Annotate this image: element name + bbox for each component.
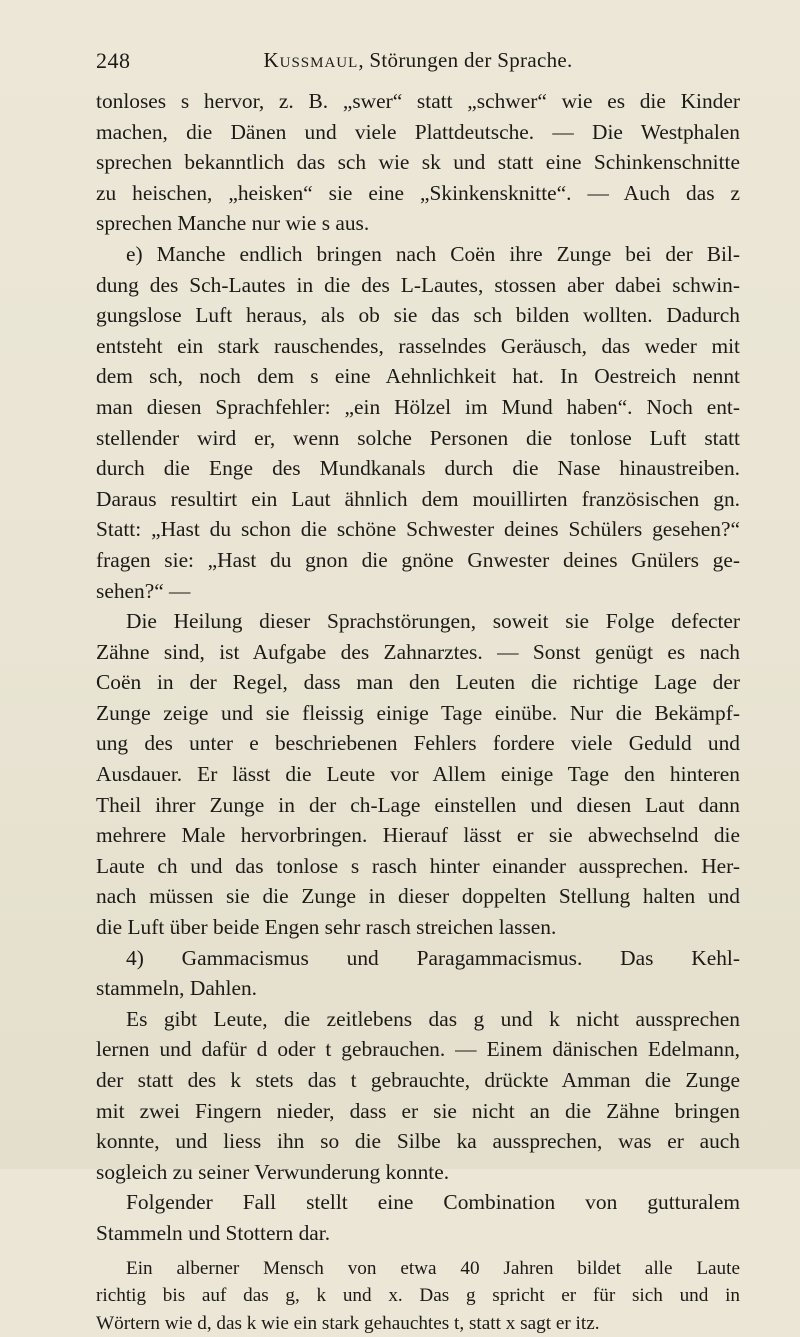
section-heading-line: stammeln, Dahlen.: [96, 976, 257, 1001]
text-line: zu heischen, „heisken“ sie eine „Skinkensknitte“. — Auch das z: [96, 180, 740, 205]
section-heading-line: 4) Gammacismus und Paragammacismus. Das Kehl-: [126, 945, 740, 970]
text-line: stellender wird er, wenn solche Personen die tonlose Luft statt: [96, 425, 740, 450]
text-line: ung des unter e beschriebenen Fehlers fordere viele Geduld und: [96, 731, 740, 756]
running-head-author: Kussmaul: [263, 48, 359, 72]
text-line: Folgender Fall stellt eine Combination von gutturalem: [126, 1190, 740, 1215]
text-line: nach müssen sie die Zunge in dieser doppelten Stellung halten und: [96, 884, 740, 909]
text-line: machen, die Dänen und viele Plattdeutsche. — Die Westphalen: [96, 119, 740, 144]
text-line: Ausdauer. Er lässt die Leute vor Allem einige Tage den hinteren: [96, 762, 740, 787]
text-line: mit zwei Fingern nieder, dass er sie nicht an die Zähne bringen: [96, 1098, 740, 1123]
text-line: sogleich zu seiner Verwunderung konnte.: [96, 1159, 450, 1184]
text-line: Zähne sind, ist Aufgabe des Zahnarztes. — Sonst genügt es nach: [96, 639, 740, 664]
text-line: die Luft über beide Engen sehr rasch streichen lassen.: [96, 915, 557, 940]
text-line: fragen sie: „Hast du gnon die gnöne Gnwester deines Gnülers ge-: [96, 547, 740, 572]
text-line: konnte, und liess ihn so die Silbe ka aussprechen, was er auch: [96, 1129, 740, 1154]
page-header: [96, 0, 740, 76]
text-line: Die Heilung dieser Sprachstörungen, soweit sie Folge defecter: [126, 609, 740, 634]
text-line: Daraus resultirt ein Laut ähnlich dem mouillirten französischen gn.: [96, 486, 740, 511]
text-line: entsteht ein stark rauschendes, rasselndes Geräusch, das weder mit: [96, 333, 740, 358]
small-text-line: richtig bis auf das g, k und x. Das g spricht er für sich und in: [96, 1285, 740, 1307]
text-line: dung des Sch-Lautes in die des L-Lautes, stossen aber dabei schwin-: [96, 272, 740, 297]
running-head-title: , Störungen der Sprache.: [358, 48, 573, 72]
text-line: Theil ihrer Zunge in der ch-Lage einstellen und diesen Laut dann: [96, 792, 740, 817]
text-line: Coën in der Regel, dass man den Leuten die richtige Lage der: [96, 670, 740, 695]
page-number: 248: [96, 48, 131, 73]
small-text-line: Ein alberner Mensch von etwa 40 Jahren bildet alle Laute: [126, 1257, 740, 1279]
text-line: dem sch, noch dem s eine Aehnlichkeit hat. In Oestreich nennt: [96, 364, 740, 389]
text-line: sprechen Manche nur wie s aus.: [96, 211, 370, 236]
text-line: Zunge zeige und sie fleissig einige Tage einübe. Nur die Bekämpf-: [96, 700, 740, 725]
text-line: e) Manche endlich bringen nach Coën ihre Zunge bei der Bil-: [126, 241, 740, 266]
text-line: Statt: „Hast du schon die schöne Schwester deines Schülers gesehen?“: [96, 517, 740, 542]
text-line: durch die Enge des Mundkanals durch die Nase hinaustreiben.: [96, 456, 740, 481]
text-line: tonloses s hervor, z. B. „swer“ statt „schwer“ wie es die Kinder: [96, 89, 740, 113]
running-head: [96, 48, 740, 73]
text-line: Es gibt Leute, die zeitlebens das g und k nicht aussprechen: [126, 1006, 740, 1031]
text-line: Laute ch und das tonlose s rasch hinter einander aussprechen. Her-: [96, 853, 740, 878]
text-line: lernen und dafür d oder t gebrauchen. — Einem dänischen Edelmann,: [96, 1037, 740, 1062]
text-line: man diesen Sprachfehler: „ein Hölzel im Mund haben“. Noch ent-: [96, 394, 740, 419]
text-line: sprechen bekanntlich das sch wie sk und statt eine Schinkenschnitte: [96, 150, 740, 175]
text-line: gungslose Luft heraus, als ob sie das sch bilden wollten. Dadurch: [96, 303, 740, 328]
text-line: sehen?“ —: [96, 578, 191, 603]
text-line: mehrere Male hervorbringen. Hierauf lässt er sie abwechselnd die: [96, 823, 740, 848]
body-text: [96, 76, 740, 1337]
text-line: Stammeln und Stottern dar.: [96, 1220, 331, 1245]
case-report: [96, 1255, 740, 1337]
text-line: der statt des k stets das t gebrauchte, drückte Amman die Zunge: [96, 1068, 740, 1092]
small-text-line: Wörtern wie d, das k wie ein stark gehauchtes t, statt x sagt er itz.: [96, 1312, 600, 1334]
